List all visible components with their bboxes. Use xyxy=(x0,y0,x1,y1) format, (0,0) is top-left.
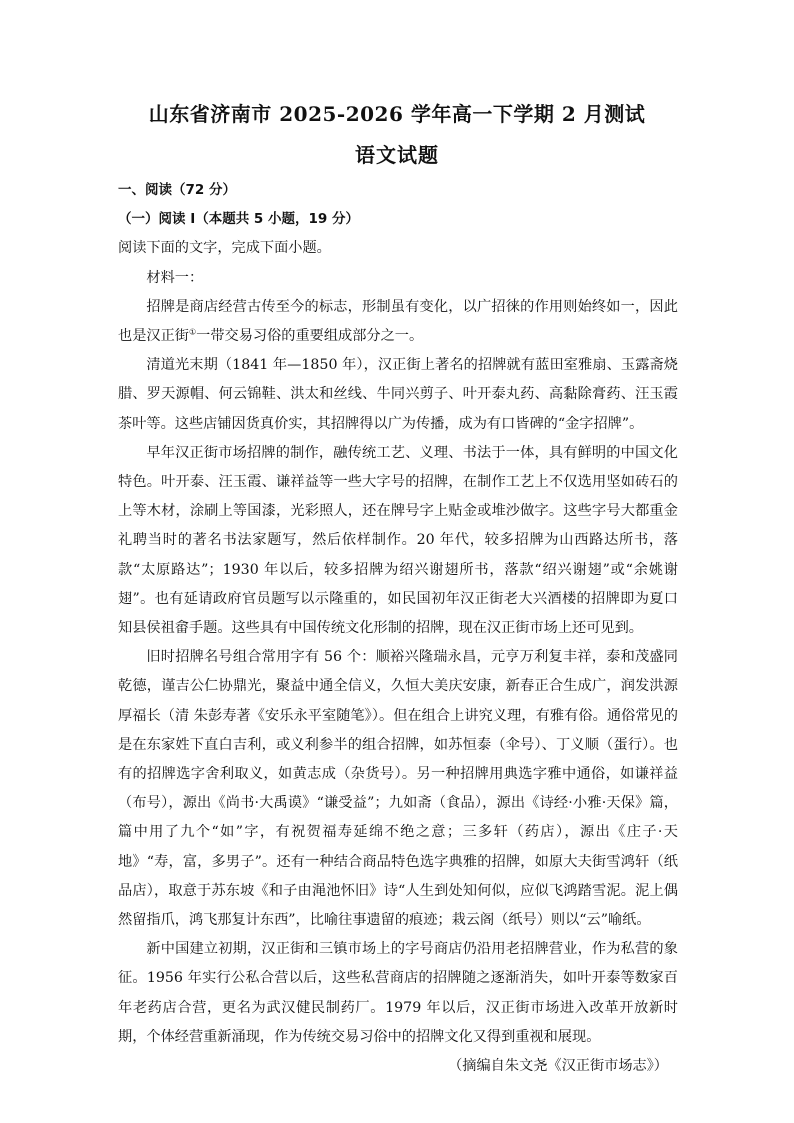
paragraph-4: 旧时招牌名号组合常用字有 56 个：顺裕兴隆瑞永昌，元亨万利复丰祥，泰和茂盛同乾德，谨吉公仁协鼎光，聚益中通全信义，久恒大美庆安康，新春正合生成广，润发洪源厚福长（清 朱彭寿著《安乐永平室随笔》）。但在组合上讲究义理，有雅有俗。通俗常见的是在东家姓下直白吉利，或义利参半的组合招牌，如苏恒泰（伞号）、丁义顺（蛋行）。也有的招牌选字舍利取义，如黄志成（杂货号）。另一种招牌用典选字雅中通俗，如谦祥益（布号），源出《尚书·大禹谟》“谦受益”；九如斋（食品），源出《诗经·小雅·天保》篇，篇中用了九个“如”字，有祝贺福寿延绵不绝之意；三多轩（药店），源出《庄子·天地》“寿，富，多男子”。还有一种结合商品特色选字典雅的招牌，如原大夫街雪鸿轩（纸品店），取意于苏东坡《和子由渑池怀旧》诗“人生到处知何似，应似飞鸿踏雪泥。泥上偶然留指爪，鸿飞那复计东西”，比喻往事遗留的痕迹；栽云阁（纸号）则以“云”喻纸。 xyxy=(118,649,678,929)
paragraph-1-text-b: 一带交易习俗的重要组成部分之一。 xyxy=(196,328,424,345)
reading-body xyxy=(118,176,678,1081)
paragraph-1-text-a: 招牌是商店经营古传至今的标志，形制虽有变化，以广招徕的作用则始终如一，因此也是汉正街 xyxy=(118,298,678,345)
footnote-marker: ① xyxy=(188,327,197,337)
reading-instruction: 阅读下面的文字，完成下面小题。 xyxy=(118,240,331,257)
paragraph-5: 新中国建立初期，汉正街和三镇市场上的字号商店仍沿用老招牌营业，作为私营的象征。1956 年实行公私合营以后，这些私营商店的招牌随之逐渐消失，如叶开泰等数家百年老药店合营，更名为武汉健民制药厂。1979 年以后，汉正街市场进入改革开放新时期，个体经营重新涌现，作为传统交易习俗中的招牌文化又得到重视和展现。 xyxy=(118,941,678,1045)
source-citation: （摘编自朱文尧《汉正街市场志》） xyxy=(448,1058,668,1075)
sub-section-heading: （一）阅读 I（本题共 5 小题，19 分） xyxy=(118,211,360,228)
exam-main-title: 山东省济南市 2025-2026 学年高一下学期 2 月测试 xyxy=(148,102,646,126)
paragraph-2: 清道光末期（1841 年—1850 年），汉正街上著名的招牌就有蓝田室雅扇、玉露斋烧腊、罗天源帽、何云锦鞋、洪太和丝线、牛同兴剪子、叶开泰丸药、高黏除膏药、汪玉霞茶叶等。这些店铺因货真价实，其招牌得以广为传播，成为有口皆碑的“金字招牌”。 xyxy=(118,357,678,432)
section-heading: 一、阅读（72 分） xyxy=(118,182,236,198)
exam-subject-title: 语文试题 xyxy=(355,143,439,167)
material-label: 材料一： xyxy=(146,269,204,286)
paragraph-3: 早年汉正街市场招牌的制作，融传统工艺、义理、书法于一体，具有鲜明的中国文化特色。叶开泰、汪玉霞、谦祥益等一些大字号的招牌，在制作工艺上不仅选用坚如砖石的上等木材，涂刷上等国漆，光彩照人，还在牌号字上贴金或堆沙做字。这些字号大都重金礼聘当时的著名书法家题写，然后依样制作。20 年代，较多招牌为山西路达所书，落款“太原路达”；1930 年以后，较多招牌为绍兴谢翅所书，落款“绍兴谢翅”或“余姚谢翅”。也有延请政府官员题写以示隆重的，如民国初年汉正街老大兴酒楼的招牌即为夏口知县侯祖畲手题。这些具有中国传统文化形制的招牌，现在汉正街市场上还可见到。 xyxy=(118,444,678,637)
paragraph-1 xyxy=(118,293,678,351)
